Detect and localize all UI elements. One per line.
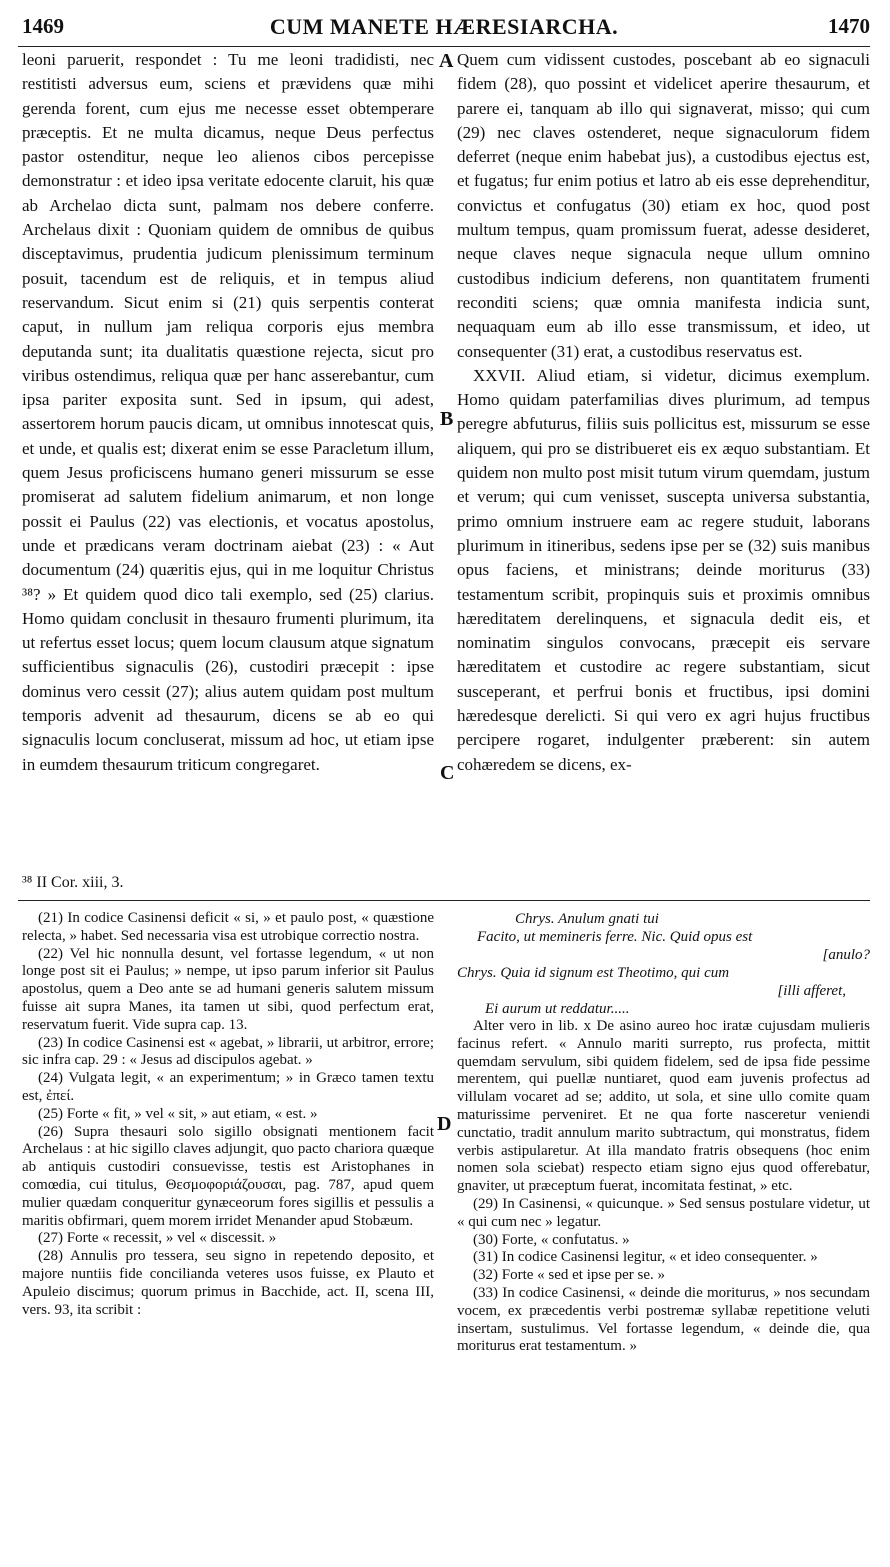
verse-line: Chrys. Quia id signum est Theotimo, qui cum (457, 965, 730, 981)
notes-left-column (22, 910, 434, 1319)
note-33: (33) In codice Casinensi, « deinde die moriturus, » nos secundam vocem, ex præcedentis verbi postremæ syllabæ repetitione veluti insertam, sustulimus. Vel fortasse legendum, « deinde die, qua moriturus erat testamentum. » (457, 1284, 870, 1355)
scripture-footnote: ³⁸ II Cor. xiii, 3. (22, 874, 124, 891)
running-title: CUM MANETE HÆRESIARCHA. (269, 14, 619, 39)
page-number-right: 1470 (828, 14, 870, 38)
verse-line: Facito, ut memineris ferre. Nic. Quid opus est (477, 929, 753, 945)
note-22: (22) Vel hic nonnulla desunt, vel fortasse legendum, « ut non longe post sit ei Paulus; » nempe, ut ipso parum inferior sit Paulus apostolus, quem a Deo ante se ad humani generis salutem missum fuisse ait supra Manes, ita tamen ut sibi, quod perfectum erat, reservatum fuerit. Vide supra cap. 13. (22, 945, 434, 1033)
note-apuleius: Alter vero in lib. x De asino aureo hoc iratæ cujusdam mulieris facinus refert. « Annulo mariti surrepto, rus profecta, mittit quemdam servulum, sibi quidem fidelem, sed de ipsa fide pessime merentem, qui puellæ nuntiaret, quod eam juvenis profectus ad villulam vocaret ad se; addito, ut sola, et sine ullo comite quam maturissime perveniret. Et ne qua forte nasceretur veniendi cunctatio, tradit annulum marito subtractum, qui monstratus, fidem verbis astipularetur. At illa mandato fratris obsequens (hoc enim nomen sola sciebat) respecto etiam signo ejus quod offerebatur, gnaviter, ut præceptum fuerat, incomitata festinat, » etc. (457, 1018, 870, 1195)
note-31: (31) In codice Casinensi legitur, « et ideo consequenter. » (473, 1249, 818, 1266)
note-30: (30) Forte, « confutatus. » (473, 1231, 630, 1248)
main-right-paragraph-chapter: XXVII. Aliud etiam, si videtur, dicimus exemplum. Homo quidam paterfamilias dives plurimum, ad tempus peregre abfuturus, filiis suis pollicitus est, missurum se esse aliquem, qui pro se distribueret eis ex æquo substantiam. Et quidem non multo post misit tutum virum quemdam, justum et verum; qui cum venisset, suscepta universa substantia, primo omnium instruere eam ac regere studuit, laborans plurimum in itineribus, sedens ipse per se (32) suis manibus opus faciens, et ministrans; deinde moriturus (33) testamentum scribit, propinquis suis et proximis omnibus hæreditatem derelinquens, et signacula dedit eis, et nominatim singulos convocans, præcepit eis servare hæreditatem et custodire ac regere substantiam, sicut susceperant, et perfrui bonis et fructibus, ipsi domini hæredesque derelicti. Si qui vero ex agri hujus fructibus percipere rogaret, indulgenter præberent: sin autem cohæredem se dicens, ex- (457, 365, 870, 774)
main-right-paragraph: Quem cum vidissent custodes, poscebant ab eo signaculi fidem (28), quo possint et videlicet aperire thesaurum, et parere ei, tanquam ab illo qui signaverat, misso; qui cum (29) nec claves ostenderet, neque signaculorum fidem deferret (neque enim habebat jus), a custodibus ejectus est, et fugatus; fur enim potius et latro ab eis esse deprehenditur, convictus et confugatus (30) etiam ex hoc, quod post multum tempus, quam promissum fuerat, adesse desideret, neque claves neque signacula neque ullum omnino custodibus indicium deferens, non quantitatem frumenti reconditi sciens; quæ omnia manifesta indicia sunt, nequaquam eum ab illo esse transmissum, et ideo, ut consequenter (31) erat, a custodibus reservatus est. (457, 50, 870, 361)
section-marker-d: D (437, 1113, 452, 1135)
main-text-left-column (22, 48, 434, 777)
header-rule (18, 46, 870, 47)
main-left-paragraph: leoni paruerit, respondet : Tu me leoni tradidisti, nec restitisti adversus eum, sciens et prævidens quæ mihi gerenda forent, cum ejus me necesse esset obtemperare præceptis. Et ne multa dicamus, neque Deus perfectus pastor ostenditur, neque leo alienos cibos percepisse demonstratur : et ideo ipsa veritate edocente claruit, his quæ ab Archelao dicta sunt, palmam nos debere conferre. Archelaus dixit : Quoniam quidem de omnibus de quibus disceptavimus, prudentia judicum plenissimum terminum posuit, tacendum est de reliquis, et in tempus aliud reservandum. Sicut enim si (21) quis serpentis conterat caput, in nullum jam reliqua corporis ejus membra deputanda sunt; ita dualitatis quæstione rejecta, sicut pro viribus ostendimus, reliqua quæ per hanc asserebantur, cum ipsa pariter exposita sunt. Sed in ipsum, qui adest, assertorem horum paucis dicam, ut omnibus innotescat quis, et unde, et qualis est; dixerat enim se esse Paracletum illum, quem Jesus proficiscens humano generi missurum se esse promiserat ad salutem fidelium animarum, et non longe possit ei Paulus (22) vas electionis, et vocatus apostolus, unde et prædicans veram doctrinam aiebat (23) : « Aut documentum (24) quæritis ejus, qui in me loquitur Christus ³⁸? » Et quidem quod dico tali exemplo, sed (25) clarius. Homo quidam conclusit in thesauro frumenti plurimum, ita ut refertus esset locus; quem locum clausum atque signatum sufficientibus signaculis (26), custodiri præcepit : ipse dominus vero cessit (27); alius autem quidam post multum temporis advenit ad thesaurum, dicens se ab eo qui signaculis locum concluserat, missum ad hoc, ut etiam ipse in eumdem thesaurum triticum congregaret. (22, 50, 434, 774)
note-23: (23) In codice Casinensi est « agebat, » librarii, ut arbitror, errore; sic infra cap. 29 : « Jesus ad discipulos agebat. » (22, 1034, 434, 1069)
note-26: (26) Supra thesauri solo sigillo obsignati mentionem facit Archelaus : at hic sigillo claves adjungit, quo pacto chariora quæque ab antiquis custodiri consuevisse, testis est Aristophanes in comœdia, cui titulus, Θεσμοφοριάζουσαι, pag. 787, apud quem mulier quædam conqueritur gynæceorum fores sigillis et pessulis a maritis obfirmari, quem morem irridet Menander apud Stobæum. (22, 1123, 434, 1229)
note-27: (27) Forte « recessit, » vel « discessit. » (38, 1230, 277, 1247)
note-29: (29) In Casinensi, « quicunque. » Sed sensus postulare videtur, ut « qui cum nec » legatur. (457, 1195, 870, 1230)
verse-line: [anulo? (822, 947, 870, 963)
section-marker-c: C (440, 762, 455, 784)
verse-line: Ei aurum ut reddatur..... (485, 1001, 630, 1017)
verse-line: [illi afferet, (777, 983, 846, 999)
footnote-rule (18, 900, 870, 901)
section-marker-b: B (440, 408, 454, 430)
main-text-right-column (457, 48, 870, 777)
page-number-left: 1469 (22, 14, 64, 38)
note-25: (25) Forte « fit, » vel « sit, » aut etiam, « est. » (38, 1105, 318, 1122)
note-32: (32) Forte « sed et ipse per se. » (473, 1267, 666, 1284)
note-28: (28) Annulis pro tessera, seu signo in repetendo deposito, et majore nuntiis fide concilianda veteres usos fuisse, ex Plauto et Apuleio discimus; quorum primus in Bacchide, act. II, scena III, vers. 93, ita scribit : (22, 1248, 434, 1318)
verse-line: Chrys. Anulum gnati tui (515, 911, 659, 927)
note-24: (24) Vulgata legit, « an experimentum; » in Græco tamen textu est, ἐπεί. (22, 1070, 434, 1104)
section-marker-a: A (439, 50, 454, 72)
notes-right-column (457, 910, 870, 1356)
page-header (18, 8, 870, 48)
note-21: (21) In codice Casinensi deficit « si, » et paulo post, « quæstione relecta, » habet. Sed necessaria visa est utrobique correctio nostra. (22, 910, 434, 944)
verse-quotation (457, 910, 870, 1018)
